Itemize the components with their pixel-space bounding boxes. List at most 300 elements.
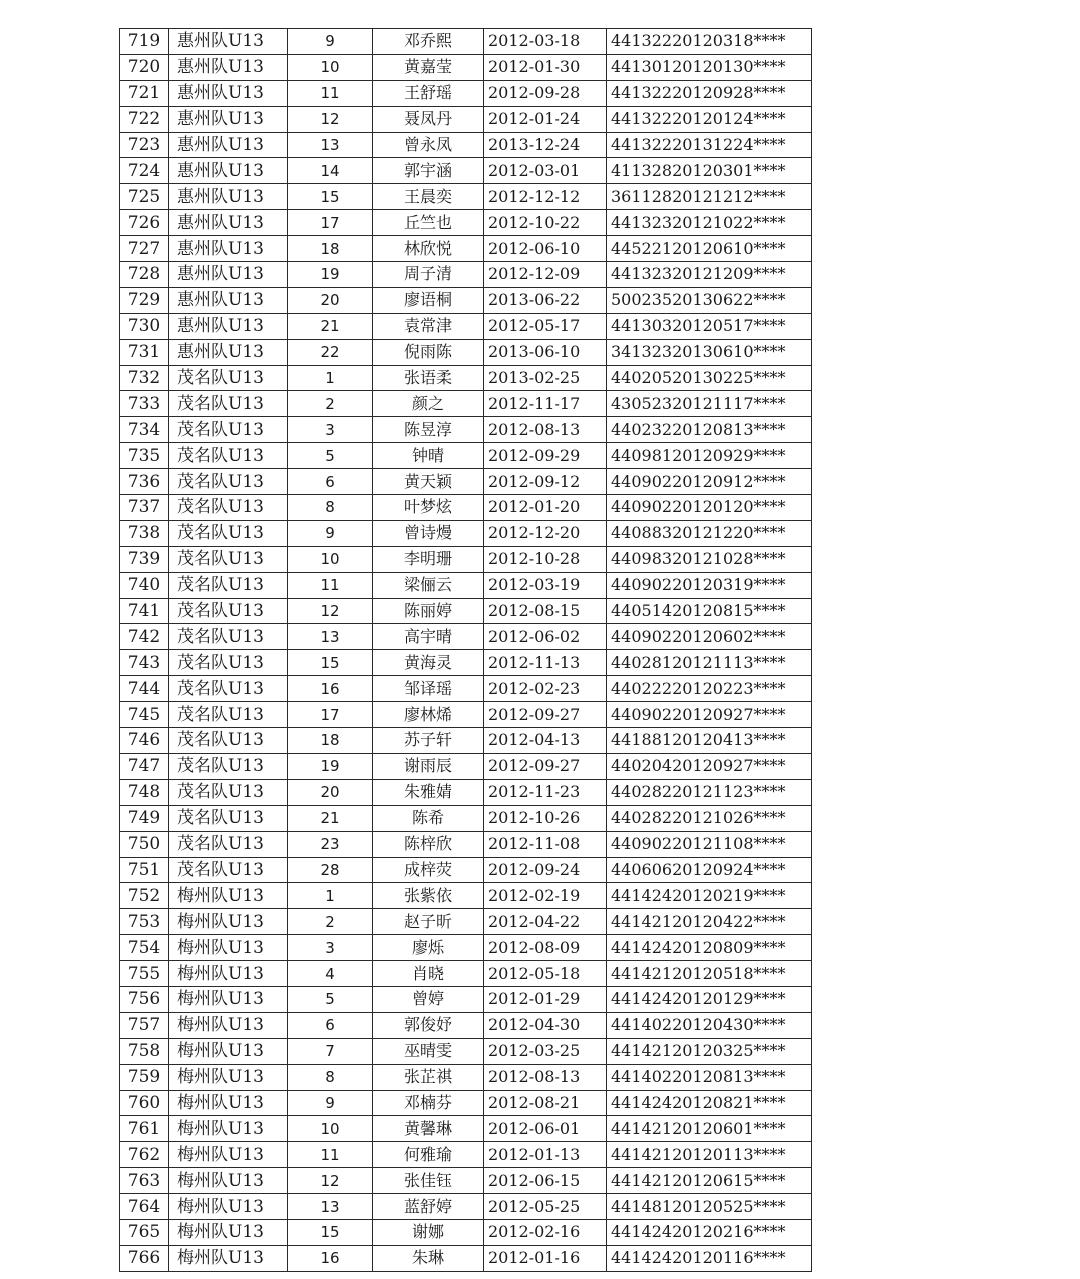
team-name: 惠州队U13 [169, 262, 288, 288]
id-number: 44098120120929**** [607, 443, 812, 469]
row-number: 745 [120, 702, 169, 728]
player-name: 丘竺也 [373, 210, 484, 236]
id-number: 44090220120927**** [607, 702, 812, 728]
table-row [120, 520, 812, 546]
table-row [120, 80, 812, 106]
player-name: 张芷祺 [373, 1064, 484, 1090]
id-number: 44028220121123**** [607, 779, 812, 805]
team-name: 茂名队U13 [169, 728, 288, 754]
table-row [120, 1194, 812, 1220]
id-number: 44188120120413**** [607, 728, 812, 754]
player-name: 巫晴雯 [373, 1038, 484, 1064]
birth-date: 2012-01-30 [484, 54, 607, 80]
team-name: 茂名队U13 [169, 391, 288, 417]
birth-date: 2012-08-21 [484, 1090, 607, 1116]
birth-date: 2012-12-20 [484, 520, 607, 546]
table-row [120, 287, 812, 313]
id-number: 44090220121108**** [607, 831, 812, 857]
player-name: 李明珊 [373, 546, 484, 572]
player-name: 陈梓欣 [373, 831, 484, 857]
birth-date: 2012-02-19 [484, 883, 607, 909]
birth-date: 2012-02-16 [484, 1219, 607, 1245]
row-number: 756 [120, 986, 169, 1012]
id-number: 43052320121117**** [607, 391, 812, 417]
row-number: 750 [120, 831, 169, 857]
team-name: 惠州队U13 [169, 80, 288, 106]
jersey-number: 19 [288, 753, 373, 779]
birth-date: 2012-12-12 [484, 184, 607, 210]
id-number: 44020520130225**** [607, 365, 812, 391]
player-name: 王晨奕 [373, 184, 484, 210]
jersey-number: 13 [288, 1194, 373, 1220]
id-number: 44060620120924**** [607, 857, 812, 883]
row-number: 735 [120, 443, 169, 469]
table-row [120, 1064, 812, 1090]
player-roster-table [119, 28, 812, 1272]
birth-date: 2012-05-18 [484, 961, 607, 987]
table-row [120, 313, 812, 339]
birth-date: 2012-09-12 [484, 469, 607, 495]
row-number: 720 [120, 54, 169, 80]
team-name: 茂名队U13 [169, 495, 288, 521]
birth-date: 2012-10-26 [484, 805, 607, 831]
id-number: 44142120120518**** [607, 961, 812, 987]
id-number: 44142120120325**** [607, 1038, 812, 1064]
jersey-number: 15 [288, 184, 373, 210]
jersey-number: 13 [288, 132, 373, 158]
player-name: 谢娜 [373, 1219, 484, 1245]
id-number: 41132820120301**** [607, 158, 812, 184]
birth-date: 2012-06-02 [484, 624, 607, 650]
row-number: 746 [120, 728, 169, 754]
player-name: 陈希 [373, 805, 484, 831]
birth-date: 2012-04-13 [484, 728, 607, 754]
id-number: 44020420120927**** [607, 753, 812, 779]
birth-date: 2012-09-29 [484, 443, 607, 469]
team-name: 梅州队U13 [169, 1064, 288, 1090]
row-number: 728 [120, 262, 169, 288]
player-name: 廖语桐 [373, 287, 484, 313]
player-name: 谢雨辰 [373, 753, 484, 779]
player-name: 何雅瑜 [373, 1142, 484, 1168]
jersey-number: 12 [288, 106, 373, 132]
team-name: 茂名队U13 [169, 753, 288, 779]
birth-date: 2013-06-10 [484, 339, 607, 365]
jersey-number: 18 [288, 728, 373, 754]
table-row [120, 728, 812, 754]
row-number: 744 [120, 676, 169, 702]
birth-date: 2012-10-28 [484, 546, 607, 572]
id-number: 44142120120615**** [607, 1168, 812, 1194]
team-name: 茂名队U13 [169, 779, 288, 805]
row-number: 760 [120, 1090, 169, 1116]
jersey-number: 10 [288, 1116, 373, 1142]
birth-date: 2012-08-15 [484, 598, 607, 624]
id-number: 44142420120129**** [607, 986, 812, 1012]
jersey-number: 2 [288, 909, 373, 935]
id-number: 44142420120219**** [607, 883, 812, 909]
row-number: 766 [120, 1245, 169, 1271]
table-row [120, 598, 812, 624]
birth-date: 2012-05-25 [484, 1194, 607, 1220]
birth-date: 2012-08-13 [484, 417, 607, 443]
jersey-number: 16 [288, 1245, 373, 1271]
team-name: 梅州队U13 [169, 1142, 288, 1168]
player-name: 聂凤丹 [373, 106, 484, 132]
player-name: 张紫依 [373, 883, 484, 909]
row-number: 749 [120, 805, 169, 831]
birth-date: 2013-12-24 [484, 132, 607, 158]
player-name: 黄馨琳 [373, 1116, 484, 1142]
table-row [120, 702, 812, 728]
table-row [120, 1090, 812, 1116]
row-number: 748 [120, 779, 169, 805]
team-name: 惠州队U13 [169, 184, 288, 210]
row-number: 734 [120, 417, 169, 443]
row-number: 765 [120, 1219, 169, 1245]
team-name: 茂名队U13 [169, 805, 288, 831]
team-name: 梅州队U13 [169, 935, 288, 961]
team-name: 惠州队U13 [169, 339, 288, 365]
id-number: 44142420120116**** [607, 1245, 812, 1271]
row-number: 754 [120, 935, 169, 961]
id-number: 44140220120813**** [607, 1064, 812, 1090]
id-number: 44142420120809**** [607, 935, 812, 961]
table-row [120, 883, 812, 909]
row-number: 743 [120, 650, 169, 676]
row-number: 731 [120, 339, 169, 365]
team-name: 惠州队U13 [169, 106, 288, 132]
team-name: 茂名队U13 [169, 546, 288, 572]
team-name: 梅州队U13 [169, 961, 288, 987]
table-row [120, 417, 812, 443]
jersey-number: 10 [288, 54, 373, 80]
table-row [120, 443, 812, 469]
jersey-number: 21 [288, 805, 373, 831]
birth-date: 2012-01-24 [484, 106, 607, 132]
id-number: 44090220120602**** [607, 624, 812, 650]
row-number: 727 [120, 236, 169, 262]
birth-date: 2012-09-27 [484, 753, 607, 779]
row-number: 742 [120, 624, 169, 650]
row-number: 723 [120, 132, 169, 158]
jersey-number: 1 [288, 365, 373, 391]
id-number: 44028120121113**** [607, 650, 812, 676]
team-name: 茂名队U13 [169, 520, 288, 546]
jersey-number: 18 [288, 236, 373, 262]
jersey-number: 28 [288, 857, 373, 883]
birth-date: 2012-01-29 [484, 986, 607, 1012]
team-name: 茂名队U13 [169, 469, 288, 495]
row-number: 741 [120, 598, 169, 624]
table-row [120, 1012, 812, 1038]
team-name: 惠州队U13 [169, 210, 288, 236]
id-number: 44090220120912**** [607, 469, 812, 495]
birth-date: 2012-09-27 [484, 702, 607, 728]
team-name: 惠州队U13 [169, 54, 288, 80]
id-number: 44140220120430**** [607, 1012, 812, 1038]
table-row [120, 391, 812, 417]
table-row [120, 469, 812, 495]
row-number: 762 [120, 1142, 169, 1168]
team-name: 梅州队U13 [169, 1245, 288, 1271]
birth-date: 2012-11-17 [484, 391, 607, 417]
player-name: 陈昱淳 [373, 417, 484, 443]
table-row [120, 624, 812, 650]
jersey-number: 7 [288, 1038, 373, 1064]
team-name: 惠州队U13 [169, 287, 288, 313]
id-number: 44132220131224**** [607, 132, 812, 158]
row-number: 732 [120, 365, 169, 391]
row-number: 758 [120, 1038, 169, 1064]
table-row [120, 184, 812, 210]
team-name: 梅州队U13 [169, 1090, 288, 1116]
id-number: 44142120120422**** [607, 909, 812, 935]
player-name: 邓楠芬 [373, 1090, 484, 1116]
team-name: 梅州队U13 [169, 1219, 288, 1245]
table-row [120, 753, 812, 779]
birth-date: 2013-06-22 [484, 287, 607, 313]
team-name: 茂名队U13 [169, 702, 288, 728]
player-name: 黄海灵 [373, 650, 484, 676]
birth-date: 2012-01-20 [484, 495, 607, 521]
jersey-number: 4 [288, 961, 373, 987]
team-name: 茂名队U13 [169, 624, 288, 650]
jersey-number: 5 [288, 443, 373, 469]
team-name: 梅州队U13 [169, 1012, 288, 1038]
jersey-number: 20 [288, 287, 373, 313]
jersey-number: 3 [288, 935, 373, 961]
jersey-number: 12 [288, 598, 373, 624]
jersey-number: 2 [288, 391, 373, 417]
jersey-number: 6 [288, 469, 373, 495]
player-name: 袁常津 [373, 313, 484, 339]
team-name: 茂名队U13 [169, 417, 288, 443]
row-number: 751 [120, 857, 169, 883]
id-number: 44022220120223**** [607, 676, 812, 702]
row-number: 747 [120, 753, 169, 779]
row-number: 726 [120, 210, 169, 236]
table-row [120, 779, 812, 805]
row-number: 757 [120, 1012, 169, 1038]
jersey-number: 17 [288, 210, 373, 236]
jersey-number: 11 [288, 572, 373, 598]
jersey-number: 11 [288, 80, 373, 106]
birth-date: 2012-06-10 [484, 236, 607, 262]
jersey-number: 14 [288, 158, 373, 184]
birth-date: 2012-03-18 [484, 29, 607, 55]
birth-date: 2012-10-22 [484, 210, 607, 236]
team-name: 惠州队U13 [169, 132, 288, 158]
table-row [120, 54, 812, 80]
player-name: 钟晴 [373, 443, 484, 469]
player-name: 高宇晴 [373, 624, 484, 650]
player-name: 张语柔 [373, 365, 484, 391]
id-number: 44142120120601**** [607, 1116, 812, 1142]
player-name: 郭俊妤 [373, 1012, 484, 1038]
table-row [120, 132, 812, 158]
id-number: 44090220120319**** [607, 572, 812, 598]
player-name: 成梓荧 [373, 857, 484, 883]
id-number: 50023520130622**** [607, 287, 812, 313]
team-name: 茂名队U13 [169, 365, 288, 391]
row-number: 733 [120, 391, 169, 417]
jersey-number: 17 [288, 702, 373, 728]
team-name: 梅州队U13 [169, 1168, 288, 1194]
team-name: 茂名队U13 [169, 650, 288, 676]
jersey-number: 9 [288, 1090, 373, 1116]
row-number: 752 [120, 883, 169, 909]
jersey-number: 3 [288, 417, 373, 443]
player-name: 曾永凤 [373, 132, 484, 158]
player-name: 曾婷 [373, 986, 484, 1012]
birth-date: 2012-06-15 [484, 1168, 607, 1194]
id-number: 44051420120815**** [607, 598, 812, 624]
birth-date: 2012-08-13 [484, 1064, 607, 1090]
birth-date: 2012-02-23 [484, 676, 607, 702]
player-name: 倪雨陈 [373, 339, 484, 365]
row-number: 740 [120, 572, 169, 598]
player-name: 周子清 [373, 262, 484, 288]
row-number: 753 [120, 909, 169, 935]
player-name: 廖烁 [373, 935, 484, 961]
table-row [120, 676, 812, 702]
player-name: 林欣悦 [373, 236, 484, 262]
jersey-number: 8 [288, 495, 373, 521]
row-number: 737 [120, 495, 169, 521]
id-number: 44132220120928**** [607, 80, 812, 106]
row-number: 730 [120, 313, 169, 339]
id-number: 44132320121022**** [607, 210, 812, 236]
player-name: 郭宇涵 [373, 158, 484, 184]
team-name: 梅州队U13 [169, 1194, 288, 1220]
jersey-number: 12 [288, 1168, 373, 1194]
table-row [120, 1038, 812, 1064]
jersey-number: 5 [288, 986, 373, 1012]
table-row [120, 1245, 812, 1271]
jersey-number: 22 [288, 339, 373, 365]
team-name: 茂名队U13 [169, 857, 288, 883]
row-number: 722 [120, 106, 169, 132]
team-name: 惠州队U13 [169, 29, 288, 55]
jersey-number: 21 [288, 313, 373, 339]
team-name: 梅州队U13 [169, 1116, 288, 1142]
table-row [120, 158, 812, 184]
id-number: 44023220120813**** [607, 417, 812, 443]
id-number: 44028220121026**** [607, 805, 812, 831]
team-name: 惠州队U13 [169, 158, 288, 184]
birth-date: 2012-06-01 [484, 1116, 607, 1142]
player-name: 邓乔熙 [373, 29, 484, 55]
id-number: 44142420120821**** [607, 1090, 812, 1116]
jersey-number: 19 [288, 262, 373, 288]
player-name: 叶梦炫 [373, 495, 484, 521]
row-number: 761 [120, 1116, 169, 1142]
table-row [120, 831, 812, 857]
row-number: 739 [120, 546, 169, 572]
team-name: 茂名队U13 [169, 443, 288, 469]
id-number: 44142420120216**** [607, 1219, 812, 1245]
table-row [120, 262, 812, 288]
table-row [120, 572, 812, 598]
team-name: 茂名队U13 [169, 676, 288, 702]
player-name: 王舒瑶 [373, 80, 484, 106]
team-name: 梅州队U13 [169, 986, 288, 1012]
jersey-number: 23 [288, 831, 373, 857]
table-row [120, 1168, 812, 1194]
team-name: 茂名队U13 [169, 572, 288, 598]
birth-date: 2012-08-09 [484, 935, 607, 961]
birth-date: 2012-01-13 [484, 1142, 607, 1168]
jersey-number: 6 [288, 1012, 373, 1038]
table-row [120, 857, 812, 883]
row-number: 755 [120, 961, 169, 987]
team-name: 茂名队U13 [169, 831, 288, 857]
player-name: 陈丽婷 [373, 598, 484, 624]
id-number: 44130320120517**** [607, 313, 812, 339]
id-number: 44130120120130**** [607, 54, 812, 80]
table-row [120, 1116, 812, 1142]
player-name: 赵子昕 [373, 909, 484, 935]
birth-date: 2012-01-16 [484, 1245, 607, 1271]
player-name: 肖晓 [373, 961, 484, 987]
birth-date: 2012-11-23 [484, 779, 607, 805]
jersey-number: 1 [288, 883, 373, 909]
table-row [120, 210, 812, 236]
birth-date: 2012-09-28 [484, 80, 607, 106]
player-name: 梁俪云 [373, 572, 484, 598]
id-number: 44090220120120**** [607, 495, 812, 521]
birth-date: 2012-04-22 [484, 909, 607, 935]
birth-date: 2012-05-17 [484, 313, 607, 339]
table-row [120, 29, 812, 55]
row-number: 759 [120, 1064, 169, 1090]
jersey-number: 15 [288, 650, 373, 676]
team-name: 惠州队U13 [169, 236, 288, 262]
table-row [120, 961, 812, 987]
player-name: 曾诗熳 [373, 520, 484, 546]
team-name: 梅州队U13 [169, 1038, 288, 1064]
birth-date: 2012-11-13 [484, 650, 607, 676]
jersey-number: 8 [288, 1064, 373, 1090]
row-number: 724 [120, 158, 169, 184]
player-name: 廖林烯 [373, 702, 484, 728]
id-number: 44098320121028**** [607, 546, 812, 572]
id-number: 44522120120610**** [607, 236, 812, 262]
row-number: 729 [120, 287, 169, 313]
player-name: 黄天颖 [373, 469, 484, 495]
roster-body [120, 29, 812, 1272]
id-number: 44142120120113**** [607, 1142, 812, 1168]
birth-date: 2012-03-25 [484, 1038, 607, 1064]
player-name: 邹译瑶 [373, 676, 484, 702]
id-number: 44132220120318**** [607, 29, 812, 55]
birth-date: 2012-03-01 [484, 158, 607, 184]
table-row [120, 909, 812, 935]
table-row [120, 805, 812, 831]
team-name: 梅州队U13 [169, 883, 288, 909]
id-number: 44088320121220**** [607, 520, 812, 546]
table-row [120, 546, 812, 572]
team-name: 梅州队U13 [169, 909, 288, 935]
birth-date: 2012-09-24 [484, 857, 607, 883]
player-name: 张佳钰 [373, 1168, 484, 1194]
row-number: 763 [120, 1168, 169, 1194]
birth-date: 2012-11-08 [484, 831, 607, 857]
jersey-number: 16 [288, 676, 373, 702]
team-name: 惠州队U13 [169, 313, 288, 339]
table-row [120, 339, 812, 365]
